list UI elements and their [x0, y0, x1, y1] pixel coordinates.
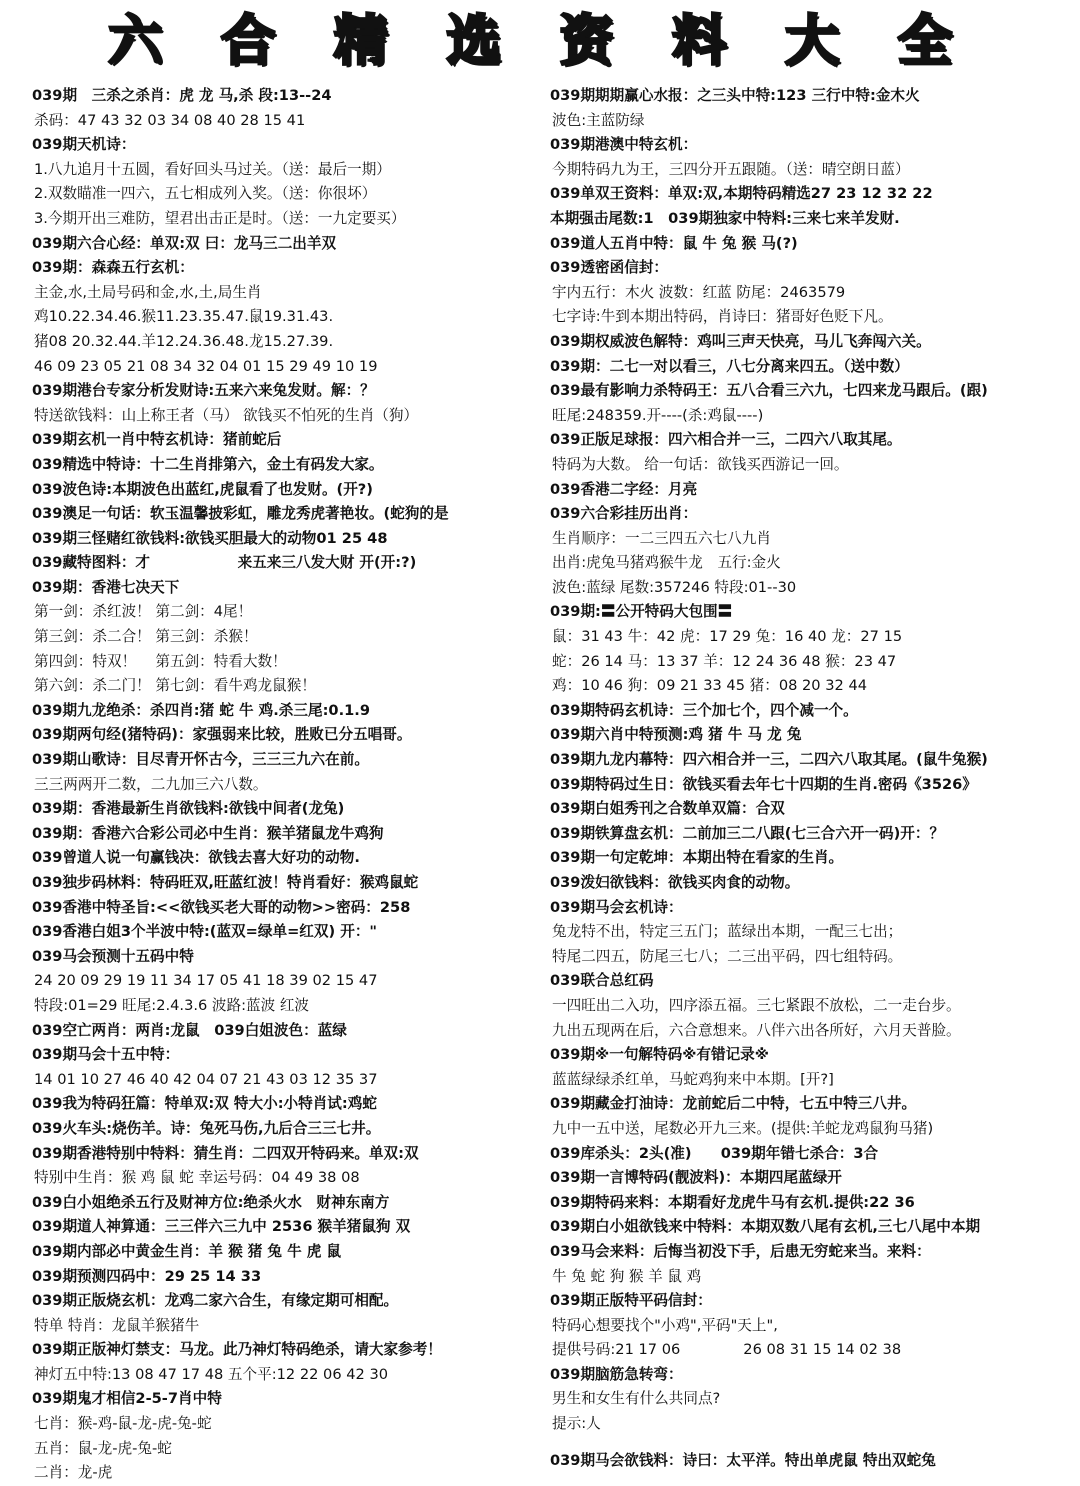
entry-line: 主金,水,土局号码和金,水,土,局生肖	[34, 283, 262, 301]
entry-line: 男生和女生有什么共同点?	[552, 1390, 721, 1408]
entry-heading: 039期正版神灯禁支：马龙。此乃神灯特码绝杀，请大家参考！	[32, 1341, 442, 1359]
entry-heading: 039联合总红码	[550, 972, 654, 990]
entry-line: 出肖:虎兔马猪鸡猴牛龙 五行:金火	[552, 554, 781, 572]
entry-heading: 039空亡两肖：两肖:龙鼠 039白姐波色：蓝绿	[32, 1021, 347, 1039]
entry-heading: 039期白小姐欲钱来中特料：本期双数八尾有玄机,三七八尾中本期	[550, 1218, 981, 1236]
entry-heading: 039期六合心经：单双:双 曰：龙马三二出羊双	[32, 234, 337, 252]
entry-heading: 039期一言博特码(靓波料)：本期四尾蓝绿开	[550, 1169, 842, 1187]
entry-heading: 039期马会欲钱料：诗曰：太平洋。特出单虎鼠 特出双蛇兔	[550, 1451, 936, 1469]
entry-heading: 039期：香港六合彩公司必中生肖：猴羊猪鼠龙牛鸡狗	[32, 824, 384, 842]
entry-line: 特别中生肖：猴 鸡 鼠 蛇 幸运号码：04 49 38 08	[34, 1169, 360, 1187]
entry-heading: 039期期期赢心水报：之三头中特:123 三行中特:金木火	[550, 87, 920, 104]
entry-line: 牛 兔 蛇 狗 猴 羊 鼠 鸡	[552, 1267, 702, 1285]
entry-line: 特段:01=29 旺尾:2.4.3.6 波路:蓝波 红波	[34, 996, 310, 1014]
entry-heading: 039库杀头：2头(准) 039期年错七杀合：3合	[550, 1144, 879, 1162]
entry-heading: 039期六肖中特预测:鸡 猪 牛 马 龙 兔	[550, 726, 802, 744]
entry-heading: 039期藏金打油诗：龙前蛇后二中特，七五中特三八井。	[550, 1095, 917, 1113]
entry-heading: 039独步码林料：特码旺双,旺蓝红波！特肖看好：猴鸡鼠蛇	[32, 874, 419, 891]
entry-heading: 039期：二七一对以看三，八七分离来四五。（送中数）	[550, 357, 909, 375]
entry-line: 1.八九追月十五圆，看好回头马过关。（送：最后一期）	[34, 160, 391, 178]
entry-heading: 039期马会玄机诗：	[550, 898, 683, 916]
entry-heading: 039期铁算盘玄机：二前加三二八跟(七三合六开一码)开：？	[550, 824, 945, 842]
entry-heading: 039期香港特别中特料：猜生肖：二四双开特码来。单双:双	[32, 1144, 419, 1162]
entry-line: 波色:主蓝防绿	[552, 111, 645, 129]
entry-line: 蓝蓝绿绿杀红单，马蛇鸡狗来中本期。[开?]	[552, 1070, 834, 1088]
entry-heading: 039期九龙绝杀：杀四肖:猪 蛇 牛 鸡.杀三尾:0.1.9	[32, 701, 370, 719]
entry-line: 旺尾:248359.开----(杀:鸡鼠----)	[552, 406, 764, 424]
entry-heading: 039马会来料：后悔当初没下手，后患无穷蛇来当。来料：	[550, 1242, 931, 1260]
entry-heading: 039期道人神算通：三三伴六三九中 2536 猴羊猪鼠狗 双	[32, 1218, 411, 1236]
entry-heading: 039曾道人说一句赢钱决：欲钱去喜大好功的动物.	[32, 849, 360, 867]
entry-heading: 039精选中特诗：十二生肖排第六，金土有码发大家。	[32, 455, 384, 473]
entry-line: 今期特码九为王，三四分开五跟随。（送：晴空朗日蓝）	[552, 160, 910, 178]
entry-line: 2.双数瞄准一四六，五七相成列入奖。（送：你很坏）	[34, 185, 377, 203]
entry-heading: 039期两句经(猪特码)：家强弱来比较，胜败已分五唱哥。	[32, 726, 412, 744]
entry-heading: 039期山歌诗：目尽青开怀古今，三三三九六在前。	[32, 751, 369, 769]
entry-heading: 039马会预测十五码中特	[32, 947, 194, 965]
entry-heading: 039我为特码狂篇：特单双:双 特大小:小特肖试:鸡蛇	[32, 1095, 377, 1113]
entry-line: 七字诗:牛到本期出特码，肖诗曰：猪哥好色贬下凡。	[552, 308, 893, 326]
entry-heading: 039澳足一句话：软玉温馨披彩虹，雕龙秀虎著艳妆。(蛇狗的是	[32, 505, 449, 523]
entry-heading: 039期马会十五中特：	[32, 1046, 180, 1064]
entry-heading: 039期：香港最新生肖欲钱料:欲钱中间者(龙兔)	[32, 800, 345, 818]
entry-heading: 039白小姐绝杀五行及财神方位:绝杀火水 财神东南方	[32, 1193, 390, 1211]
entry-heading: 039期※一句解特码※有错记录※	[550, 1046, 769, 1064]
entry-heading: 039期正版特平码信封：	[550, 1292, 712, 1310]
entry-line: 14 01 10 27 46 40 42 04 07 21 43 03 12 35 37	[34, 1070, 378, 1088]
entry-line: 第三剑：杀二合！ 第三剑：杀猴！	[34, 628, 258, 646]
entry-heading: 039期：森森五行玄机：	[32, 259, 194, 277]
page-title: 六 合 精 选 资 料 大 全	[108, 9, 972, 72]
entry-heading: 039期 三杀之杀肖：虎 龙 马,杀 段:13--24	[32, 87, 332, 104]
entry-heading: 039期:〓公开特码大包围〓	[550, 603, 733, 621]
entry-line: 蛇：26 14 马：13 37 羊：12 24 36 48 猴：23 47	[552, 652, 897, 670]
entry-line: 神灯五中特:13 08 47 17 48 五个平:12 22 06 42 30	[34, 1365, 389, 1383]
entry-line: 24 20 09 29 19 11 34 17 05 41 18 39 02 15 47	[34, 972, 378, 990]
entry-line: 三三两两开二数，二九加三六八数。	[34, 775, 268, 793]
entry-heading: 039期一句定乾坤：本期出特在看家的生肖。	[550, 849, 844, 867]
entry-heading: 039期鬼才相信2-5-7肖中特	[32, 1390, 222, 1408]
entry-line: 五肖：鼠-龙-虎-兔-蛇	[34, 1439, 172, 1457]
entry-line: 特码为大数。 给一句话：欲钱买西游记一回。	[552, 455, 849, 473]
entry-heading: 039藏特图料：才 来五来三八发大财 开(开:?)	[32, 554, 417, 572]
entry-heading: 039期预测四码中：29 25 14 33	[32, 1267, 262, 1285]
entry-heading: 039波色诗:本期波色出蓝红,虎鼠看了也发财。(开?)	[32, 480, 373, 498]
entry-line: 提供号码:21 17 06 26 08 31 15 14 02 38	[552, 1341, 902, 1359]
entry-heading: 039期特码来料：本期看好龙虎牛马有玄机.提供:22 36	[550, 1193, 915, 1211]
entry-heading: 039香港二字经：月亮	[550, 480, 698, 498]
entry-heading: 039期内部必中黄金生肖：羊 猴 猪 兔 牛 虎 鼠	[32, 1242, 342, 1260]
entry-line: 一四旺出二入功，四序添五福。三七紧跟不放松，二一走台步。	[552, 996, 961, 1014]
entry-line: 第四剑：特双！ 第五剑：特看大数！	[34, 652, 287, 670]
entry-heading: 039香港白姐3个半波中特:(蓝双=绿单=红双) 开："	[32, 923, 378, 941]
entry-heading: 039期玄机一肖中特玄机诗：猪前蛇后	[32, 431, 282, 449]
entry-line: 3.今期开出三难防，望君出击正是时。（送：一九定要买）	[34, 209, 406, 227]
entry-line: 波色:蓝绿 尾数:357246 特段:01--30	[552, 578, 797, 596]
entry-heading: 039期脑筋急转弯：	[550, 1365, 683, 1383]
entry-heading: 039期权威波色解特：鸡叫三声天快亮，马儿飞奔闯六关。	[550, 332, 931, 350]
entry-heading: 039期天机诗：	[32, 136, 136, 154]
entry-heading: 039期九龙内幕特：四六相合并一三，二四六八取其尾。(鼠牛兔猴)	[550, 751, 988, 769]
entry-line: 宇内五行：木火 波数：红蓝 防尾：2463579	[552, 283, 846, 301]
entry-heading: 039最有影响力杀特码王：五八合看三六九，七四来龙马跟后。(跟)	[550, 382, 988, 400]
entry-line: 九中一五中送，尾数必开九三来。(提供:羊蛇龙鸡鼠狗马猪)	[552, 1119, 934, 1137]
entry-line: 第一剑：杀红波！ 第二剑：4尾！	[34, 603, 253, 621]
entry-heading: 039透密函信封：	[550, 259, 669, 277]
entry-heading: 039期：香港七决天下	[32, 578, 180, 596]
entry-line: 二肖：龙-虎	[34, 1464, 113, 1482]
entry-line: 提示:人	[552, 1415, 601, 1433]
entry-line: 鼠：31 43 牛：42 虎：17 29 兔：16 40 龙：27 15	[552, 628, 903, 646]
entry-line: 46 09 23 05 21 08 34 32 04 01 15 29 49 10 19	[34, 357, 378, 375]
entry-line: 第六剑：杀二门！ 第七剑：看牛鸡龙鼠猴！	[34, 677, 316, 695]
entry-heading: 039期三怪赌红欲钱料:欲钱买胆最大的动物01 25 48	[32, 529, 388, 547]
left-column	[32, 84, 547, 1486]
entry-line: 特单 特肖：龙鼠羊猴猪牛	[34, 1316, 200, 1334]
entry-line: 九出五现两在后，六合意想来。八伴六出各所好，六月天普脸。	[552, 1021, 961, 1039]
entry-line	[550, 1437, 1075, 1449]
entry-heading: 039期白姐秀刊之合数单双篇：合双	[550, 800, 785, 818]
entry-heading: 039泼妇欲钱料：欲钱买肉食的动物。	[550, 874, 800, 891]
entry-heading: 039期港澳中特玄机：	[550, 136, 698, 154]
entry-heading: 039正版足球报：四六相合并一三，二四六八取其尾。	[550, 431, 902, 449]
entry-line: 特尾二四五，防尾三七八；二三出平码，四七组特码。	[552, 947, 903, 965]
entry-line: 兔龙特不出，特定三五门；蓝绿出本期，一配三七出；	[552, 923, 903, 941]
entry-heading: 039单双王资料：单双:双,本期特码精选27 23 12 32 22	[550, 185, 933, 203]
entry-heading: 039六合彩挂历出肖：	[550, 505, 698, 523]
entry-heading: 039香港中特圣旨:<<欲钱买老大哥的动物>>密码：258	[32, 898, 411, 916]
entry-line: 杀码：47 43 32 03 34 08 40 28 15 41	[34, 111, 306, 129]
entry-heading: 039期特码玄机诗：三个加七个，四个减一个。	[550, 701, 858, 719]
entry-line: 特码心想要找个"小鸡",平码"天上",	[552, 1316, 778, 1334]
entry-line: 生肖顺序：一二三四五六七八九肖	[552, 529, 771, 547]
entry-line: 猪08 20.32.44.羊12.24.36.48.龙15.27.39.	[34, 332, 334, 350]
entry-heading: 039道人五肖中特：鼠 牛 兔 猴 马(?)	[550, 234, 798, 252]
entry-line: 鸡10.22.34.46.猴11.23.35.47.鼠19.31.43.	[34, 308, 334, 326]
entry-line: 七肖：猴-鸡-鼠-龙-虎-兔-蛇	[34, 1415, 212, 1433]
entry-heading: 039期港台专家分析发财诗:五来六来兔发财。解：？	[32, 382, 375, 400]
entry-line: 鸡：10 46 狗：09 21 33 45 猪：08 20 32 44	[552, 677, 868, 695]
entry-heading: 039火车头:烧伤羊。诗：兔死马伤,九后合三三七井。	[32, 1119, 381, 1137]
entry-heading: 039期正版烧玄机：龙鸡二家六合生，有缘定期可相配。	[32, 1292, 399, 1310]
entry-heading: 本期强击尾数:1 039期独家中特料:三来七来羊发财.	[550, 209, 900, 227]
right-column	[550, 84, 1075, 1473]
entry-line: 特送欲钱料：山上称王者（马） 欲钱买不怕死的生肖（狗）	[34, 406, 419, 424]
entry-heading: 039期特码过生日：欲钱买看去年七十四期的生肖.密码《3526》	[550, 775, 977, 793]
